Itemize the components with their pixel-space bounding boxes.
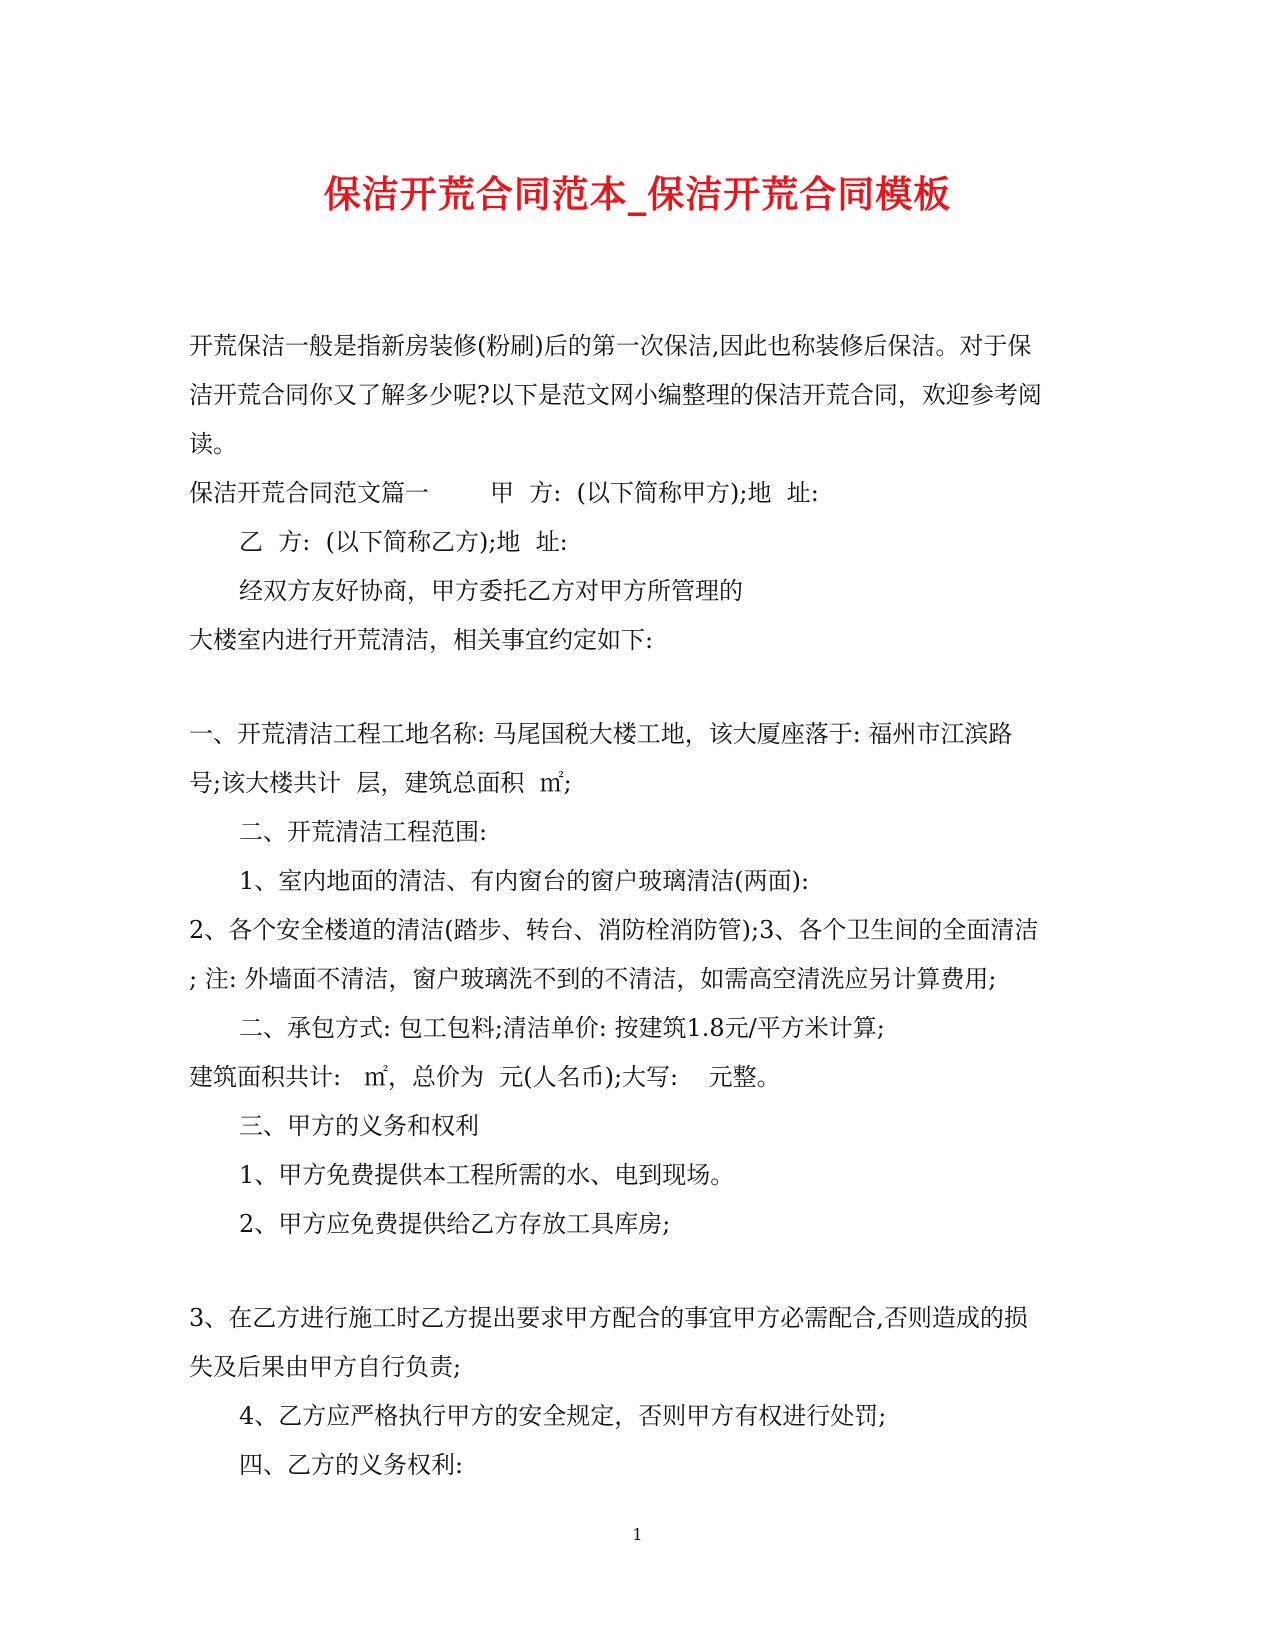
body-line: ; 注: 外墙面不清洁，窗户玻璃洗不到的不清洁，如需高空清洗应另计算费用;: [189, 965, 997, 993]
paragraph-spacer: [189, 1249, 1089, 1294]
body-line: 二、开荒清洁工程范围:: [239, 818, 488, 846]
body-line: 读。: [189, 430, 237, 458]
body-line: 1、室内地面的清洁、有内窗台的窗户玻璃清洁(两面):: [239, 867, 810, 895]
document-title: 保洁开荒合同范本_保洁开荒合同模板: [323, 172, 952, 216]
body-line: 2、各个安全楼道的清洁(踏步、转台、消防栓消防管);3、各个卫生间的全面清洁: [189, 916, 1039, 944]
body-line: 4、乙方应严格执行甲方的安全规定，否则甲方有权进行处罚;: [239, 1402, 887, 1430]
body-line: 经双方友好协商，甲方委托乙方对甲方所管理的: [239, 577, 743, 605]
body-line: 乙 方: (以下简称乙方);地 址:: [239, 528, 568, 556]
page-number: 1: [632, 1525, 643, 1544]
body-line: 一、开荒清洁工程工地名称: 马尾国税大楼工地，该大厦座落于: 福州市江滨路: [189, 720, 1013, 748]
paragraph-spacer: [189, 665, 1089, 710]
body-line: 二、承包方式: 包工包料;清洁单价: 按建筑1.8元/平方米计算;: [239, 1014, 885, 1042]
body-line: 四、乙方的义务权利:: [239, 1451, 464, 1479]
body-line: 号;该大楼共计 层，建筑总面积 ㎡;: [189, 769, 572, 797]
body-line: 洁开荒合同你又了解多少呢?以下是范文网小编整理的保洁开荒合同，欢迎参考阅: [189, 381, 1042, 409]
body-line: 2、甲方应免费提供给乙方存放工具库房;: [239, 1210, 671, 1238]
body-line: 3、在乙方进行施工时乙方提出要求甲方配合的事宜甲方必需配合,否则造成的损: [189, 1304, 1028, 1332]
body-line: 1、甲方免费提供本工程所需的水、电到现场。: [239, 1161, 735, 1189]
body-line: 三、甲方的义务和权利: [239, 1112, 479, 1140]
body-line: 大楼室内进行开荒清洁，相关事宜约定如下:: [189, 626, 654, 654]
body-line: 失及后果由甲方自行负责;: [189, 1353, 462, 1381]
body-line: 建筑面积共计: ㎡，总价为 元(人名币);大写: 元整。: [189, 1063, 781, 1091]
body-line: 保洁开荒合同范文篇一 甲 方: (以下简称甲方);地 址:: [189, 479, 819, 507]
document-body: [189, 322, 1089, 1490]
body-line: 开荒保洁一般是指新房装修(粉刷)后的第一次保洁,因此也称装修后保洁。对于保: [189, 332, 1032, 360]
